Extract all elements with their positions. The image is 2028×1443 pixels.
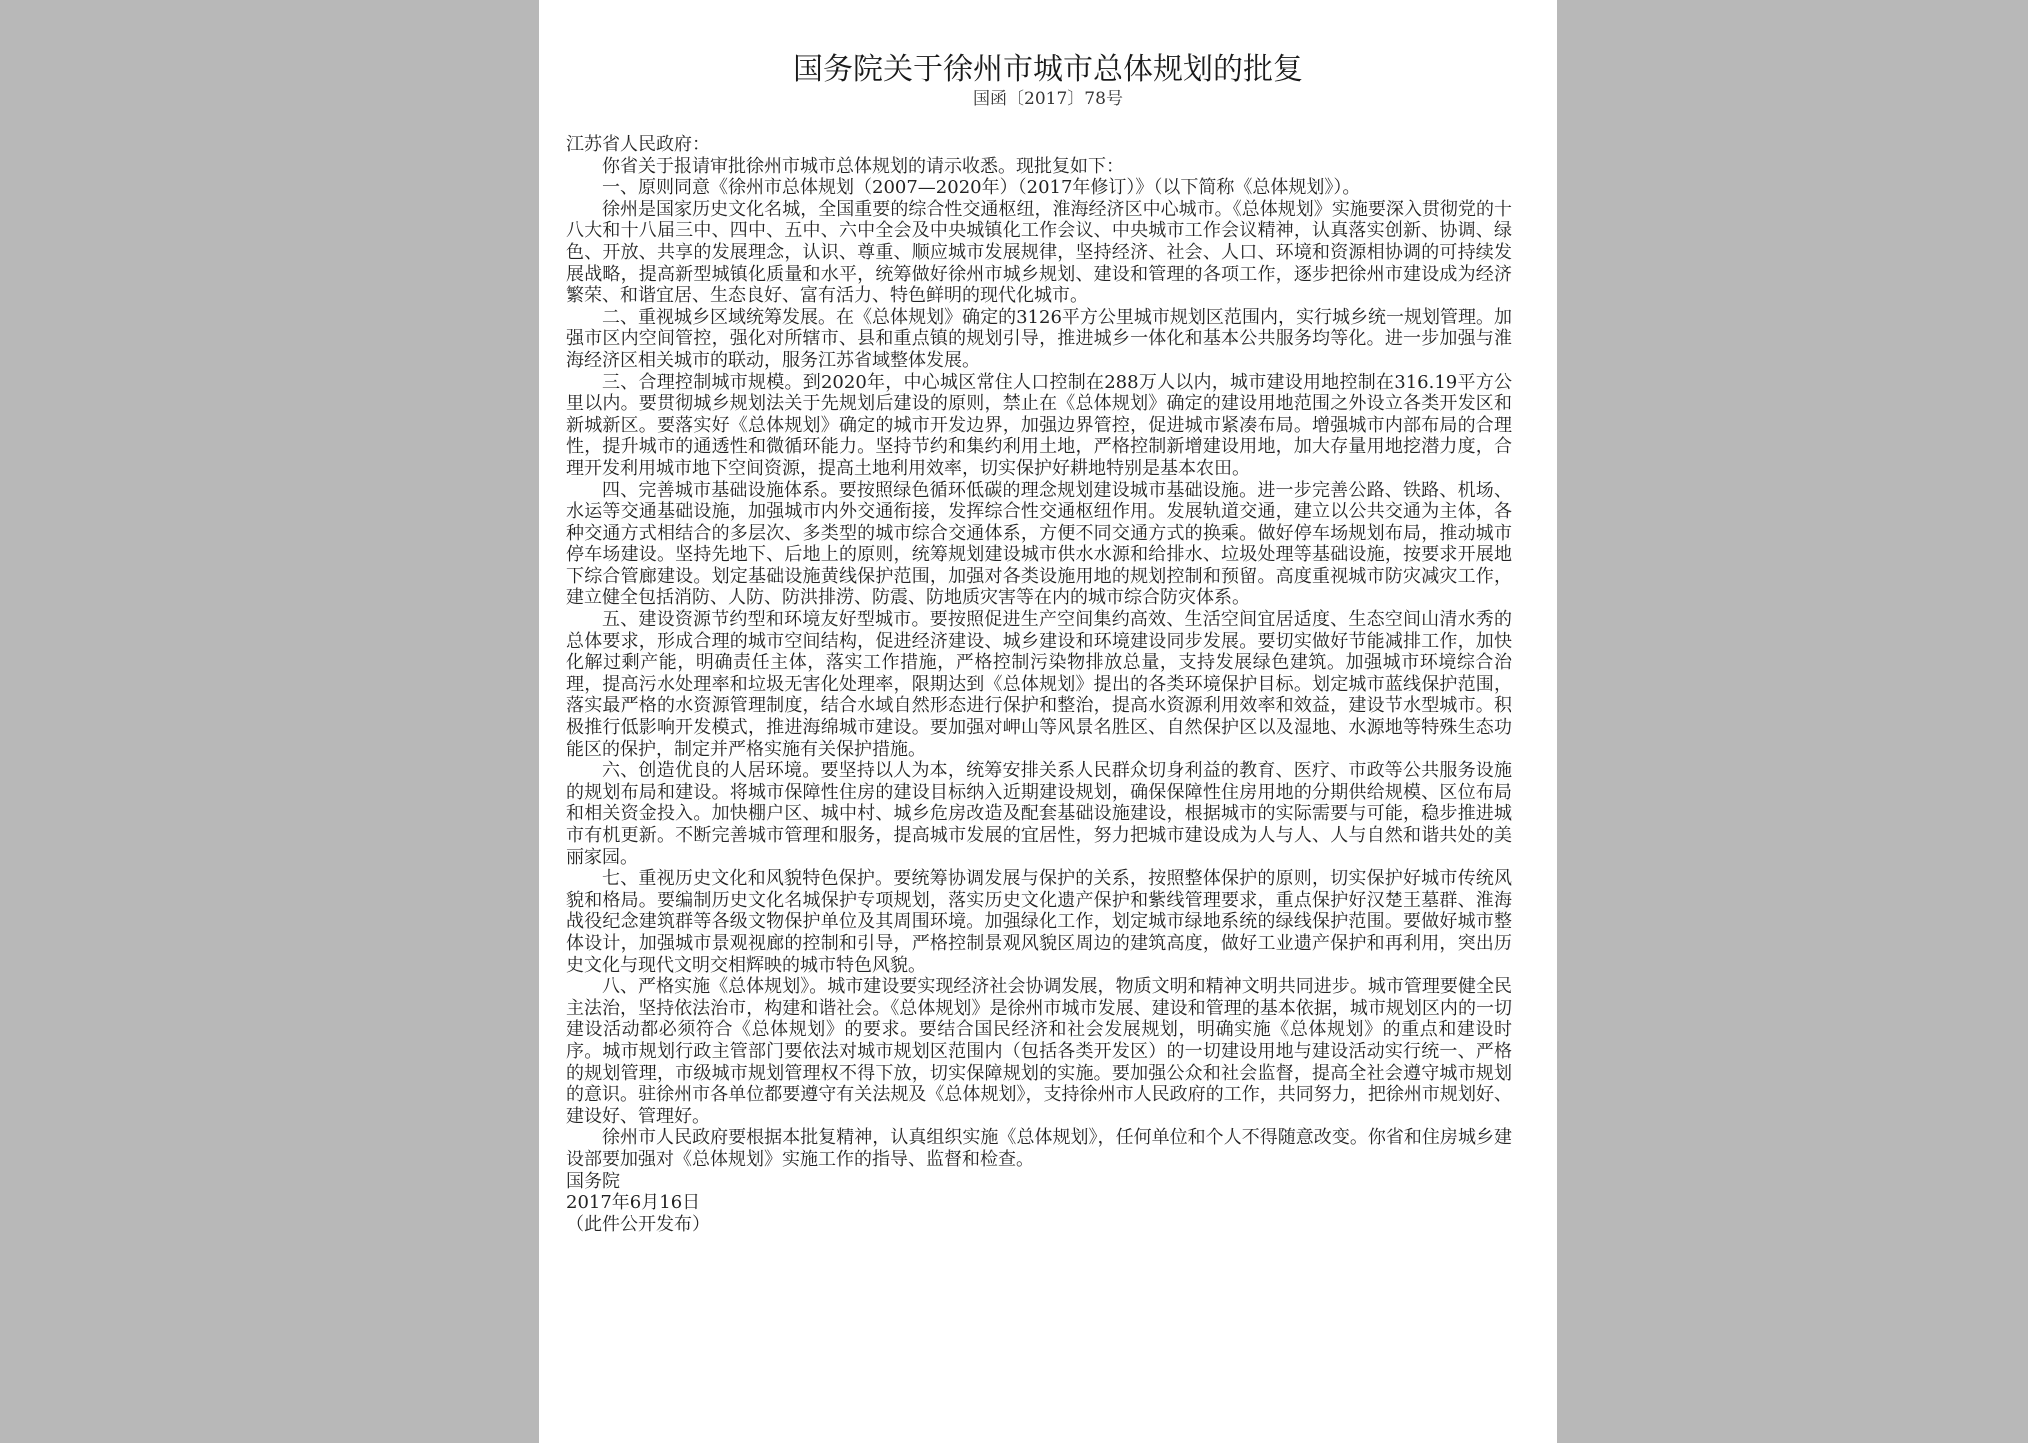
document-body: [566, 134, 1512, 1235]
document-number: 国函〔2017〕78号: [973, 89, 1123, 109]
salutation: 江苏省人民政府：: [566, 134, 710, 155]
paragraph-closing: 徐州市人民政府要根据本批复精神，认真组织实施《总体规划》，任何单位和个人不得随意改变。你省和住房城乡建设部要加强对《总体规划》实施工作的指导、监督和检查。: [566, 1127, 1512, 1170]
paragraph-item-8: 八、严格实施《总体规划》。城市建设要实现经济社会协调发展，物质文明和精神文明共同进步。城市管理要健全民主法治，坚持依法治市，构建和谐社会。《总体规划》是徐州市城市发展、建设和管理的基本依据，城市规划区内的一切建设活动都必须符合《总体规划》的要求。要结合国民经济和社会发展规划，明确实施《总体规划》的重点和建设时序。城市规划行政主管部门要依法对城市规划区范围内（包括各类开发区）的一切建设用地与建设活动实行统一、严格的规划管理，市级城市规划管理权不得下放，切实保障规划的实施。要加强公众和社会监督，提高全社会遵守城市规划的意识。驻徐州市各单位都要遵守有关法规及《总体规划》，支持徐州市人民政府的工作，共同努力，把徐州市规划好、建设好、管理好。: [566, 976, 1512, 1127]
paragraph-city-positioning: 徐州是国家历史文化名城，全国重要的综合性交通枢纽，淮海经济区中心城市。《总体规划》实施要深入贯彻党的十八大和十八届三中、四中、五中、六中全会及中央城镇化工作会议、中央城市工作会议精神，认真落实创新、协调、绿色、开放、共享的发展理念，认识、尊重、顺应城市发展规律，坚持经济、社会、人口、环境和资源相协调的可持续发展战略，提高新型城镇化质量和水平，统筹做好徐州市城乡规划、建设和管理的各项工作，逐步把徐州市建设成为经济繁荣、和谐宜居、生态良好、富有活力、特色鲜明的现代化城市。: [566, 198, 1512, 307]
document-title: 国务院关于徐州市城市总体规划的批复: [793, 52, 1303, 87]
paragraph-item-1: 一、原则同意《徐州市总体规划（2007—2020年）（2017年修订）》（以下简称《总体规划》）。: [602, 177, 1361, 199]
paragraph-intro: 你省关于报请审批徐州市城市总体规划的请示收悉。现批复如下：: [602, 155, 1124, 177]
paragraph-item-4: 四、完善城市基础设施体系。要按照绿色循环低碳的理念规划建设城市基础设施。进一步完善公路、铁路、机场、水运等交通基础设施，加强城市内外交通衔接，发挥综合性交通枢纽作用。发展轨道交通，建立以公共交通为主体，各种交通方式相结合的多层次、多类型的城市综合交通体系，方便不同交通方式的换乘。做好停车场规划布局，推动城市停车场建设。坚持先地下、后地上的原则，统筹规划建设城市供水水源和给排水、垃圾处理等基础设施，按要求开展地下综合管廊建设。划定基础设施黄线保护范围，加强对各类设施用地的规划控制和预留。高度重视城市防灾减灾工作，建立健全包括消防、人防、防洪排涝、防震、防地质灾害等在内的城市综合防灾体系。: [566, 479, 1512, 609]
publication-note: （此件公开发布）: [566, 1213, 710, 1235]
paragraph-item-5: 五、建设资源节约型和环境友好型城市。要按照促进生产空间集约高效、生活空间宜居适度、生态空间山清水秀的总体要求，形成合理的城市空间结构，促进经济建设、城乡建设和环境建设同步发展。要切实做好节能减排工作，加快化解过剩产能，明确责任主体，落实工作措施，严格控制污染物排放总量，支持发展绿色建筑。加强城市环境综合治理，提高污水处理率和垃圾无害化处理率，限期达到《总体规划》提出的各类环境保护目标。划定城市蓝线保护范围，落实最严格的水资源管理制度，结合水域自然形态进行保护和整治，提高水资源利用效率和效益，建设节水型城市。积极推行低影响开发模式，推进海绵城市建设。要加强对岬山等风景名胜区、自然保护区以及湿地、水源地等特殊生态功能区的保护，制定并严格实施有关保护措施。: [566, 609, 1512, 760]
paragraph-item-3: 三、合理控制城市规模。到2020年，中心城区常住人口控制在288万人以内，城市建设用地控制在316.19平方公里以内。要贯彻城乡规划法关于先规划后建设的原则，禁止在《总体规划》确定的建设用地范围之外设立各类开发区和新城新区。要落实好《总体规划》确定的城市开发边界，加强边界管控，促进城市紧凑布局。增强城市内部布局的合理性，提升城市的通透性和微循环能力。坚持节约和集约利用土地，严格控制新增建设用地，加大存量用地挖潜力度，合理开发利用城市地下空间资源，提高土地利用效率，切实保护好耕地特别是基本农田。: [566, 371, 1512, 479]
paragraph-item-2: 二、重视城乡区域统筹发展。在《总体规划》确定的3126平方公里城市规划区范围内，实行城乡统一规划管理。加强市区内空间管控，强化对所辖市、县和重点镇的规划引导，推进城乡一体化和基本公共服务均等化。进一步加强与淮海经济区相关城市的联动，服务江苏省域整体发展。: [566, 306, 1512, 371]
issue-date: 2017年6月16日: [566, 1192, 701, 1214]
signatory: 国务院: [566, 1170, 620, 1192]
paragraph-item-7: 七、重视历史文化和风貌特色保护。要统筹协调发展与保护的关系，按照整体保护的原则，切实保护好城市传统风貌和格局。要编制历史文化名城保护专项规划，落实历史文化遗产保护和紫线管理要求，重点保护好汉楚王墓群、淮海战役纪念建筑群等各级文物保护单位及其周围环境。加强绿化工作，划定城市绿地系统的绿线保护范围。要做好城市整体设计，加强城市景观视廊的控制和引导，严格控制景观风貌区周边的建筑高度，做好工业遗产保护和再利用，突出历史文化与现代文明交相辉映的城市特色风貌。: [566, 868, 1512, 976]
document-page: [539, 0, 1557, 1443]
paragraph-item-6: 六、创造优良的人居环境。要坚持以人为本，统筹安排关系人民群众切身利益的教育、医疗、市政等公共服务设施的规划布局和建设。将城市保障性住房的建设目标纳入近期建设规划，确保保障性住房用地的分期供给规模、区位布局和相关资金投入。加快棚户区、城中村、城乡危房改造及配套基础设施建设，根据城市的实际需要与可能，稳步推进城市有机更新。不断完善城市管理和服务，提高城市发展的宜居性，努力把城市建设成为人与人、人与自然和谐共处的美丽家园。: [566, 760, 1512, 868]
